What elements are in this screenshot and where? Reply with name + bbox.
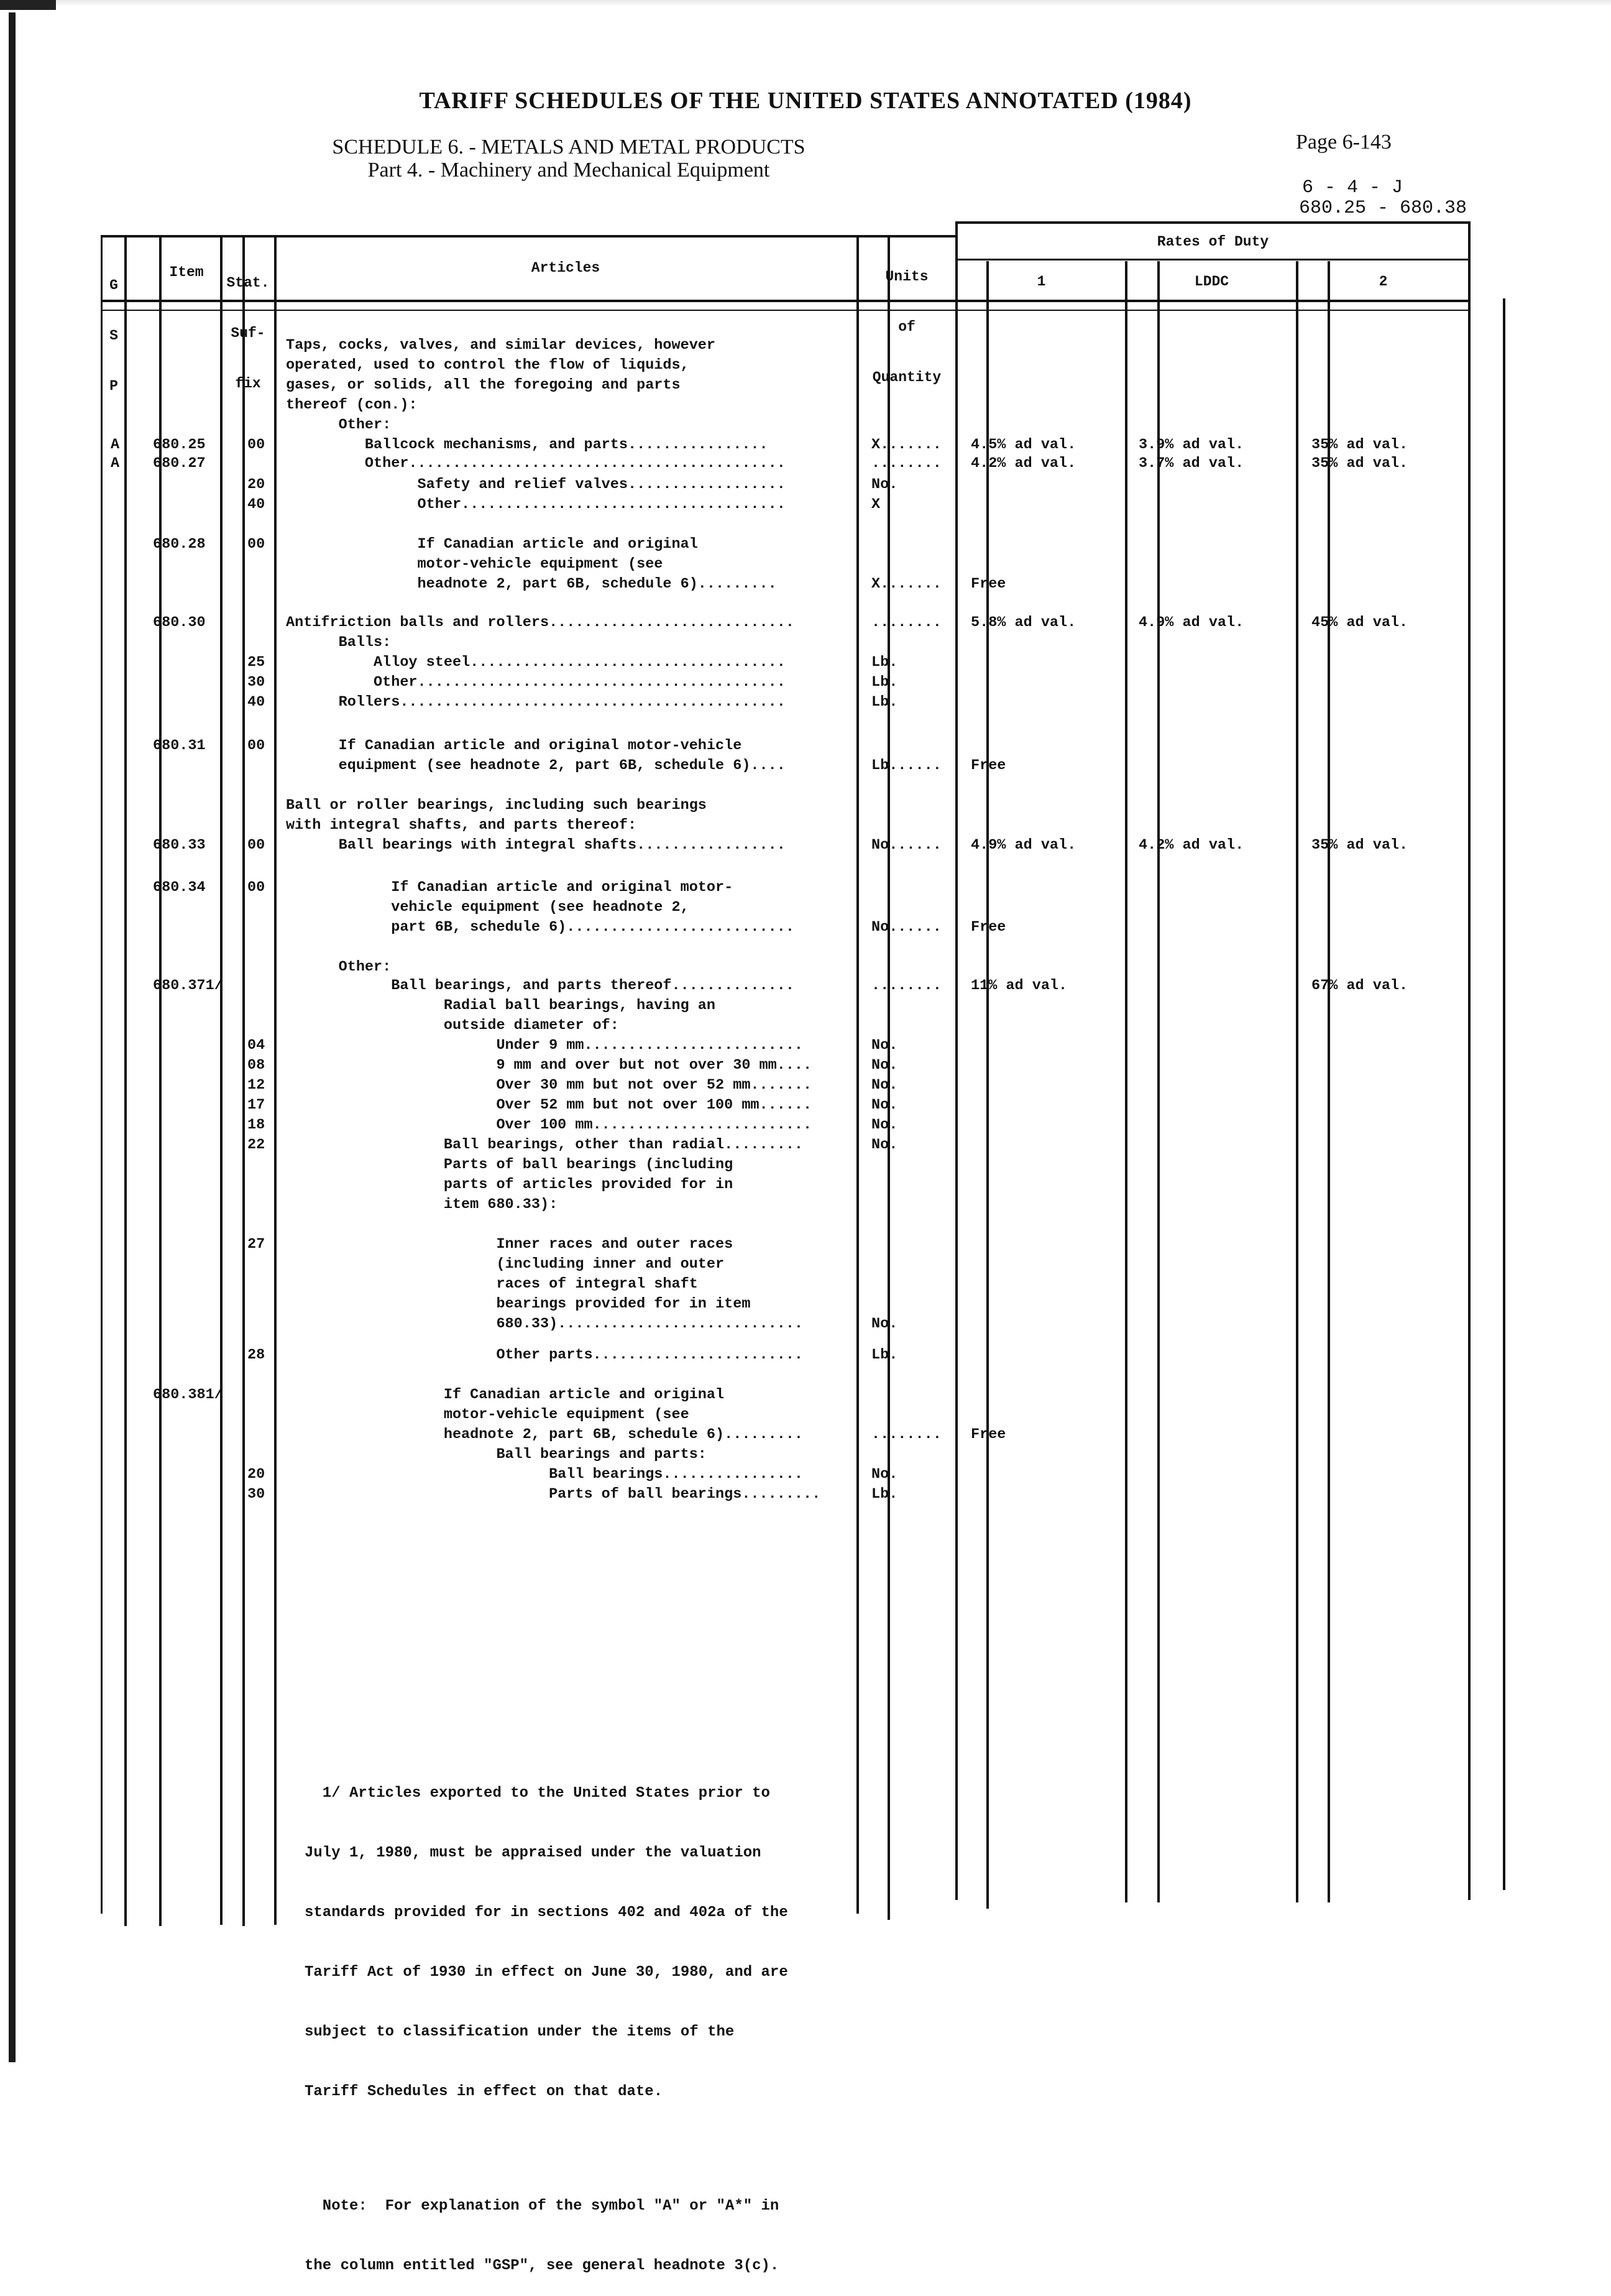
cell-r1: Free (971, 919, 1006, 936)
cell-rl: 4.9% ad val. (1139, 614, 1244, 631)
header-bottom-rule-2 (101, 310, 1470, 311)
cell-article: vehicle equipment (see headnote 2, (286, 899, 689, 916)
cell-units: No. (871, 1117, 898, 1133)
col-rule-far-right (1503, 298, 1505, 1890)
cell-units: Lb. (871, 674, 898, 691)
cell-r2: 45% ad val. (1311, 614, 1408, 631)
cell-units: X (871, 496, 881, 513)
cell-r1: 11% ad val. (971, 977, 1068, 994)
cell-gsp: A (111, 455, 120, 472)
cell-article: Radial ball bearings, having an (286, 997, 716, 1014)
col-header-units-2: of (898, 319, 916, 335)
cell-article: If Canadian article and original motor-vehicle (286, 737, 742, 754)
cell-article: Other........................................... (286, 455, 786, 472)
cell-item: 680.31 (153, 737, 206, 754)
footnote-line: 1/ Articles exported to the United States prior to (305, 1785, 770, 1802)
col-header-rates: Rates of Duty (1157, 234, 1269, 250)
cell-stat: 00 (247, 837, 265, 854)
cell-stat: 30 (247, 1486, 265, 1503)
cell-r1: 4.2% ad val. (971, 455, 1076, 472)
cell-stat: 04 (247, 1037, 265, 1054)
cell-stat: 28 (247, 1347, 265, 1363)
cell-article: races of integral shaft (286, 1276, 698, 1293)
col-header-gsp-g: G (109, 277, 118, 293)
cell-rl: 3.9% ad val. (1139, 436, 1244, 453)
col-header-articles: Articles (531, 260, 600, 276)
header-bottom-rule (101, 300, 1470, 302)
cell-item: 680.28 (153, 536, 206, 553)
cell-article: part 6B, schedule 6).......................... (286, 919, 794, 936)
col-header-item: Item (169, 264, 204, 280)
page-number: Page 6-143 (1296, 131, 1392, 154)
cell-article: Over 52 mm but not over 100 mm...... (286, 1097, 812, 1113)
cell-item: 680.381/ (153, 1386, 223, 1403)
cell-units: No. (871, 1316, 898, 1332)
cell-article: Alloy steel.................................... (286, 654, 786, 671)
scan-corner-mark (0, 0, 56, 10)
col-rule-articles (856, 235, 859, 1914)
cell-article: headnote 2, part 6B, schedule 6)......... (286, 1426, 804, 1443)
cell-units: No. (871, 1097, 898, 1113)
cell-article: gases, or solids, all the foregoing and parts (286, 377, 681, 394)
footnote-line: Tariff Act of 1930 in effect on June 30, 1980, and are (305, 1964, 788, 1981)
item-range: 680.25 - 680.38 (1299, 198, 1467, 219)
cell-r1: Free (971, 757, 1006, 774)
cell-article: motor-vehicle equipment (see (286, 1406, 689, 1423)
cell-r2: 35% ad val. (1311, 455, 1408, 472)
cell-article: Other.......................................... (286, 674, 786, 691)
cell-article: Other parts........................ (286, 1347, 804, 1363)
cell-article: equipment (see headnote 2, part 6B, schedule 6).... (286, 757, 786, 774)
cell-item: 680.30 (153, 614, 206, 631)
cell-article: (including inner and outer (286, 1256, 725, 1273)
footnote-line: standards provided for in sections 402 and 402a of the (305, 1904, 788, 1921)
cell-units: X....... (871, 576, 942, 592)
cell-stat: 00 (247, 879, 265, 896)
cell-article: with integral shafts, and parts thereof: (286, 817, 637, 834)
cell-item: 680.33 (153, 837, 206, 854)
cell-article: headnote 2, part 6B, schedule 6)......... (286, 576, 777, 592)
col-rule-rate2-right (1468, 221, 1471, 1900)
cell-units: No...... (871, 919, 942, 936)
cell-stat: 00 (247, 737, 265, 754)
cell-stat: 18 (247, 1117, 265, 1133)
cell-item: 680.27 (153, 455, 206, 472)
col-header-units-3: Quantity (872, 369, 942, 385)
cell-stat: 25 (247, 654, 265, 671)
cell-article: Over 30 mm but not over 52 mm....... (286, 1077, 812, 1094)
cell-units: No. (871, 1136, 898, 1153)
cell-item: 680.371/ (153, 977, 223, 994)
cell-item: 680.25 (153, 436, 206, 453)
col-rule-item-right (220, 235, 223, 1925)
cell-article: Ball bearings, and parts thereof.............. (286, 977, 794, 994)
cell-r1: 4.5% ad val. (971, 436, 1076, 453)
cell-article: outside diameter of: (286, 1017, 619, 1034)
cell-stat: 17 (247, 1097, 265, 1113)
footnote-line: July 1, 1980, must be appraised under the valuation (305, 1845, 761, 1861)
header-top-rule (101, 235, 957, 237)
cell-units: Lb. (871, 1486, 898, 1503)
col-rule-item (159, 235, 162, 1926)
cell-article: Safety and relief valves.................. (286, 476, 786, 493)
col-header-gsp-p: P (109, 378, 118, 394)
cell-r2: 35% ad val. (1311, 837, 1408, 854)
cell-article: If Canadian article and original (286, 536, 698, 553)
cell-rl: 3.7% ad val. (1139, 455, 1244, 472)
cell-article: Balls: (286, 634, 392, 651)
col-rule-rate1-right (1125, 261, 1127, 1902)
col-rule-ldd-right (1296, 261, 1298, 1902)
cell-stat: 20 (247, 476, 265, 493)
cell-article: Rollers............................................ (286, 694, 786, 711)
col-header-stat-1: Stat. (226, 275, 270, 291)
cell-r1: 4.9% ad val. (971, 837, 1076, 854)
col-header-stat-3: fix (235, 376, 261, 392)
col-header-ldd: LDDC (1194, 274, 1229, 290)
cell-article: Over 100 mm......................... (286, 1117, 812, 1133)
col-header-rate2: 2 (1379, 274, 1388, 290)
cell-article: If Canadian article and original motor- (286, 879, 733, 896)
cell-article: Ballcock mechanisms, and parts................ (286, 436, 768, 453)
cell-units: No. (871, 1057, 898, 1074)
cell-article: item 680.33): (286, 1196, 558, 1213)
cell-units: No...... (871, 837, 942, 854)
cell-units: Lb. (871, 1347, 898, 1363)
col-header-gsp-s: S (109, 328, 118, 344)
cell-units: No. (871, 1077, 898, 1094)
col-header-units-1: Units (885, 269, 929, 285)
cell-article: parts of articles provided for in (286, 1176, 733, 1193)
cell-r1: 5.8% ad val. (971, 614, 1076, 631)
note-line: Note: For explanation of the symbol "A" or "A*" in (305, 2198, 779, 2215)
footnote-line: Tariff Schedules in effect on that date. (305, 2083, 663, 2100)
cell-stat: 30 (247, 674, 265, 691)
cell-stat: 00 (247, 536, 265, 553)
col-header-stat (221, 241, 275, 409)
cell-article: 9 mm and over but not over 30 mm.... (286, 1057, 812, 1074)
cell-stat: 40 (247, 694, 265, 711)
col-header-units (859, 235, 955, 403)
cell-article: Under 9 mm......................... (286, 1037, 804, 1054)
cell-units: Lb. (871, 654, 898, 671)
cell-item: 680.34 (153, 879, 206, 896)
cell-article: Ball or roller bearings, including such bearings (286, 797, 707, 814)
cell-units: ........ (871, 1426, 942, 1443)
col-rule-rate1 (986, 261, 989, 1909)
scan-edge-left (9, 12, 16, 2062)
col-rule-left (101, 235, 103, 1914)
cell-stat: 20 (247, 1466, 265, 1483)
scan-edge-top (0, 0, 1611, 6)
cell-units: ........ (871, 977, 942, 994)
footnote-line (305, 2142, 788, 2157)
cell-rl: 4.2% ad val. (1139, 837, 1244, 854)
cell-article: Parts of ball bearings (including (286, 1156, 733, 1173)
footnote-line: subject to classification under the items of the (305, 2024, 735, 2040)
cell-r2: 35% ad val. (1311, 436, 1408, 453)
col-rule-gsp (124, 235, 127, 1926)
cell-units: No. (871, 1037, 898, 1054)
cell-stat: 12 (247, 1077, 265, 1094)
cell-stat: 27 (247, 1236, 265, 1253)
cell-article: thereof (con.): (286, 397, 418, 413)
cell-article: 680.33)............................ (286, 1316, 804, 1332)
cell-article: Ball bearings, other than radial......... (286, 1136, 804, 1153)
cell-units: No. (871, 1466, 898, 1483)
cell-article: Antifriction balls and rollers............................ (286, 614, 794, 631)
cell-article: motor-vehicle equipment (see (286, 556, 663, 573)
cell-gsp: A (111, 436, 120, 453)
cell-units: ........ (871, 614, 942, 631)
cell-units: ........ (871, 455, 942, 472)
col-rule-ldd (1157, 261, 1160, 1902)
cell-article: Other..................................... (286, 496, 786, 513)
col-rule-rate2 (1328, 261, 1330, 1902)
document-title: TARIFF SCHEDULES OF THE UNITED STATES ANNOTATED (1984) (419, 88, 1192, 114)
cell-stat: 40 (247, 496, 265, 513)
footnotes (305, 1744, 788, 2296)
cell-article: operated, used to control the flow of liquids, (286, 357, 689, 374)
col-rule-stat-right (274, 235, 277, 1925)
cell-article: Taps, cocks, valves, and similar devices, however (286, 337, 716, 354)
cell-article: If Canadian article and original (286, 1386, 725, 1403)
cell-units: No. (871, 476, 898, 493)
cell-article: Ball bearings and parts: (286, 1446, 707, 1463)
cell-r1: Free (971, 1426, 1006, 1443)
schedule-heading: SCHEDULE 6. - METALS AND METAL PRODUCTS (332, 136, 806, 159)
col-rule-stat (242, 235, 245, 1926)
cell-r1: Free (971, 576, 1006, 592)
part-heading: Part 4. - Machinery and Mechanical Equipment (367, 159, 770, 182)
cell-units: X....... (871, 436, 942, 453)
cell-r2: 67% ad val. (1311, 977, 1408, 994)
cell-units: Lb...... (871, 757, 942, 774)
cell-stat: 00 (247, 436, 265, 453)
cell-article: Ball bearings with integral shafts................. (286, 837, 786, 854)
cell-article: Parts of ball bearings......... (286, 1486, 821, 1503)
section-code: 6 - 4 - J (1302, 177, 1403, 198)
col-header-gsp (104, 244, 123, 412)
col-rule-units-right (955, 221, 958, 1900)
col-header-stat-2: Suf- (231, 325, 265, 341)
rates-sub-rule (955, 259, 1470, 260)
cell-units: Lb. (871, 694, 898, 711)
cell-article: Ball bearings................ (286, 1466, 804, 1483)
cell-stat: 22 (247, 1136, 265, 1153)
cell-article: Other: (286, 417, 392, 433)
cell-article: Other: (286, 959, 392, 975)
rates-top-rule (955, 221, 1470, 224)
cell-article: Inner races and outer races (286, 1236, 733, 1253)
cell-stat: 08 (247, 1057, 265, 1074)
col-header-rate1: 1 (1037, 274, 1046, 290)
note-line: the column entitled "GSP", see general headnote 3(c). (305, 2257, 779, 2274)
cell-article: bearings provided for in item (286, 1296, 751, 1312)
